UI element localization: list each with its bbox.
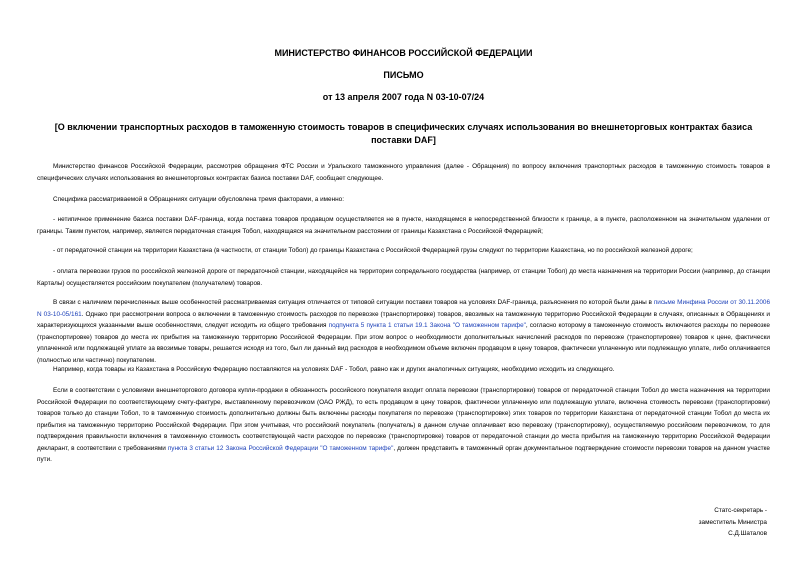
link-law-article-12[interactable]: пункта 3 статьи 12 Закона Российской Федерации "О таможенном тарифе" xyxy=(167,444,394,452)
ministry-heading: МИНИСТЕРСТВО ФИНАНСОВ РОССИЙСКОЙ ФЕДЕРАЦИИ xyxy=(274,48,533,58)
document-date-number: от 13 апреля 2007 года N 03-10-07/24 xyxy=(322,92,485,102)
text-segment: , согласно которому в таможенную стоимость включаются расходы по перевозке (транспортировке) товаров до места их прибытия на таможенную территорию Российской Федерации. При этом вопрос о необходимости дополнительных начислений расходов по перевозке (транспортировке) товаров к цене, фактически уплаченной или подлежащей уплате за ввозимые товары, решается исходя из того, был ли данный вид расходов в необходимом объеме включен продавцом в цену товаров, фактически уплаченную или подлежащую уплате, либо оплачивается (полностью или частично) покупателем. xyxy=(37,322,770,364)
document-title: [О включении транспортных расходов в таможенную стоимость товаров в специфических случаях использования во внешнеторговых контрактах базиса поставки DAF] xyxy=(54,122,753,145)
signature-name: С.Д.Шаталов xyxy=(728,530,767,537)
signature-position: Статс-секретарь - xyxy=(714,507,767,514)
paragraph-factor-3: - оплата перевозки грузов по российской железной дороге от передаточной станции, находящейся на территории сопредельного государства (например, от станции Тобол) до места назначения на территории России (например, до станции Карталы) осуществляется российским покупателем (получателем) товаров. xyxy=(37,268,770,287)
link-customs-tariff-law[interactable]: подпункта 5 пункта 1 статьи 19.1 Закона "О таможенном тарифе" xyxy=(328,322,526,329)
paragraph-factor-2: - от передаточной станции на территории Казахстана (в частности, от станции Тобол) до границы Казахстана с Российской Федерацией грузы следуют по территории Казахстана, но по российской железной дороге; xyxy=(53,247,693,254)
text-segment: . Однако при рассмотрении вопроса о включении в таможенную стоимость расходов по перевозке (транспортировке) товаров, ввозимых на таможенную территорию Российской Федерации в случаях, описанных в Обращениях и характеризующихся указанными выше особенностями, следует исходить из общего требования xyxy=(37,310,770,329)
text-segment: Если в соответствии с условиями внешнеторгового договора купли-продажи в обязанность российского покупателя входит оплата перевозки (транспортировки) товаров от передаточной станции Тобол до места назначения на территории Российской Федерации по соответствующему счету-фактуре, выставленному перевозчиком (ОАО РЖД), то есть продавцом в цену товаров, фактически уплаченную или подлежащую уплате, включена стоимость перевозки (транспортировки) товаров только до станции Тобол, то в таможенную стоимость дополнительно должны быть включены расходы покупателя по перевозке (транспортировке) этих товаров по территории Казахстана от передаточной станции Тобол до места их прибытия на таможенную территорию Российской Федерации. При этом учитывая, что российский покупатель (получатель) в данном случае оплачивает всю перевозку (транспортировку), осуществляемую российским перевозчиком, то для подтверждения правильности включения в таможенную стоимость соответствующей части расходов по перевозке (транспортировке) товаров от передаточной станции до места прибытия на таможенную территорию Российской Федерации декларант, в соответствии с требованиями xyxy=(37,387,770,452)
paragraph-specifics: Специфика рассматриваемой в Обращениях ситуации обусловлена тремя факторами, а именно: xyxy=(53,196,344,203)
text-segment: В связи с наличием перечисленных выше особенностей рассматриваемая ситуация отличается от типовой ситуации поставки товаров на условиях DAF-граница, разъяснения по которой были даны в xyxy=(53,299,654,306)
signature-block xyxy=(699,505,767,540)
paragraph-factor-1: - нетипичное применение базиса поставки DAF-граница, когда поставка товаров продавцом осуществляется не в пункте, находящемся в непосредственной близости к границе, а в пункте, расположенном на значительном удалении от границы. Таким пунктом, например, является передаточная станция Тобол, находящаяся на значительном расстоянии от границы Казахстана с Российской Федерацией; xyxy=(37,216,770,235)
paragraph-differences xyxy=(37,297,770,366)
paragraph-intro: Министерство финансов Российской Федерации, рассмотрев обращения ФТС России и Уральского таможенного управления (далее - Обращения) по вопросу включения транспортных расходов в таможенную стоимость товаров в специфических случаях использования во внешнеторговых контрактах базиса поставки DAF, сообщает следующее. xyxy=(37,163,770,182)
paragraph-example: Например, когда товары из Казахстана в Российскую Федерацию поставляются на условиях DAF - Тобол, равно как и других аналогичных ситуациях, необходимо исходить из следующего. xyxy=(53,366,615,373)
link-minfin-letter[interactable]: письме Минфина России от 30.11.2006 N 03-10-05/161 xyxy=(37,299,770,318)
document-type: ПИСЬМО xyxy=(383,70,424,80)
text-segment: , должен представить в таможенный орган документальное подтверждение стоимости перевозки товаров на данном участке пути. xyxy=(37,444,770,463)
signature-title: заместитель Министра xyxy=(698,518,767,526)
paragraph-conditions xyxy=(37,385,770,466)
